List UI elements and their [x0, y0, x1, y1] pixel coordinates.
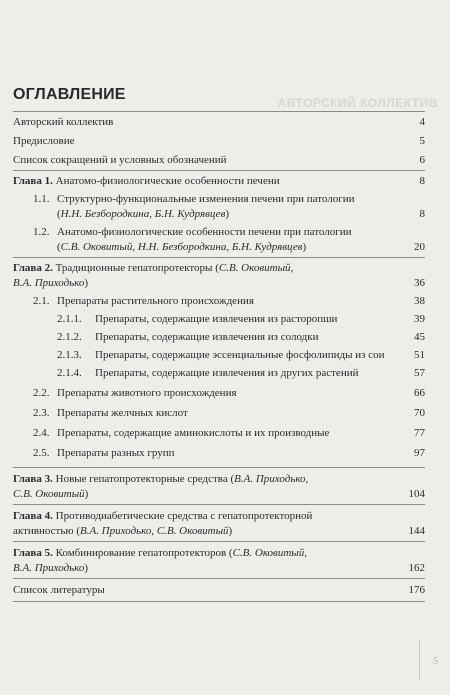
- entry-label: Традиционные гепатопротекторы: [55, 262, 213, 274]
- page-number: 57: [414, 367, 425, 379]
- page-number: 4: [419, 116, 425, 128]
- toc-entry-chapter-3[interactable]: Глава 3. Новые гепатопротекторные средства (В.А. Приходько, С.В. Оковитый) 104: [13, 473, 425, 500]
- page-number: 70: [414, 407, 425, 419]
- toc-section-chapter-4: [13, 504, 425, 541]
- page-mark: 5: [433, 656, 438, 667]
- toc-entry-authors[interactable]: [13, 115, 425, 130]
- toc-section-chapter-5: [13, 541, 425, 578]
- section-number: 2.1.: [33, 295, 50, 307]
- toc-entry-literature[interactable]: [13, 583, 425, 598]
- toc-entry-2-1-4[interactable]: [13, 366, 425, 381]
- entry-label: Анатомо-физиологические особенности печени при патологии: [57, 226, 352, 238]
- toc-entry-chapter-5[interactable]: Глава 5. Комбинирование гепатопротекторов (С.В. Оковитый, В.А. Приходько) 162: [13, 547, 425, 574]
- entry-label: Комбинирование гепатопротекторов: [55, 547, 227, 559]
- section-number: 2.2.: [33, 387, 50, 399]
- section-number: 2.4.: [33, 427, 50, 439]
- page-number: 45: [414, 331, 425, 343]
- entry-label: Список сокращений и условных обозначений: [13, 154, 227, 166]
- entry-label: Список литературы: [13, 584, 105, 596]
- page-number: 97: [414, 447, 425, 459]
- page-number: 66: [414, 387, 425, 399]
- page-number: 8: [419, 208, 425, 220]
- section-number: 2.1.1.: [57, 313, 82, 325]
- entry-authors: В.А. Приходько: [13, 277, 85, 289]
- entry-authors: В.А. Приходько: [13, 562, 85, 574]
- page-number: 6: [419, 154, 425, 166]
- entry-authors: С.В. Оковитый,: [218, 262, 294, 274]
- toc-entry-chapter-1[interactable]: [13, 174, 425, 189]
- chapter-number: Глава 3.: [13, 473, 53, 485]
- page-number: 144: [408, 525, 425, 537]
- entry-label: Препараты животного происхождения: [57, 387, 237, 399]
- toc-entry-2-4[interactable]: [13, 426, 425, 441]
- toc-entry-1-2[interactable]: 1.2. Анатомо-физиологические особенности печени при патологии (С.В. Оковитый, Н.Н. Безбородкина, Б.Н. Кудрявцев) 20: [33, 226, 425, 253]
- toc-section-front: [13, 111, 425, 170]
- entry-authors: Н.Н. Безбородкина, Б.Н. Кудрявцев: [60, 208, 226, 220]
- section-number: 2.5.: [33, 447, 50, 459]
- toc-entry-preface[interactable]: [13, 134, 425, 149]
- toc-section-chapter-3: [13, 467, 425, 504]
- toc-entry-abbreviations[interactable]: [13, 153, 425, 168]
- toc-entry-1-1[interactable]: 1.1. Структурно-функциональные изменения печени при патологии (Н.Н. Безбородкина, Б.Н. Кудрявцев) 8: [33, 193, 425, 220]
- section-number: 2.1.4.: [57, 367, 82, 379]
- entry-label: Препараты, содержащие эссенциальные фосфолипиды из сои: [95, 349, 385, 361]
- chapter-number: Глава 2.: [13, 262, 53, 274]
- entry-authors: В.А. Приходько, С.В. Оковитый: [79, 525, 229, 537]
- toc-entry-2-3[interactable]: [13, 406, 425, 421]
- entry-label: Анатомо-физиологические особенности печени: [55, 175, 280, 187]
- entry-label: Авторский коллектив: [13, 116, 114, 128]
- toc-entry-chapter-4[interactable]: Глава 4. Противодиабетические средства с гепатопротекторной активностью (В.А. Приходько, С.В. Оковитый) 144: [13, 510, 425, 537]
- page-number: 38: [414, 295, 425, 307]
- entry-label: активностью: [13, 525, 74, 537]
- toc-entry-2-1-1[interactable]: [13, 312, 425, 327]
- entry-label: Препараты, содержащие аминокислоты и их производные: [57, 427, 330, 439]
- entry-label: Предисловие: [13, 135, 75, 147]
- entry-label: Препараты, содержащие извлечения из расторопши: [95, 313, 338, 325]
- toc-entry-2-1[interactable]: [13, 294, 425, 309]
- page-number: 5: [419, 135, 425, 147]
- page-number: 162: [408, 562, 425, 574]
- toc-entry-2-2[interactable]: [13, 386, 425, 401]
- page-number: 36: [414, 277, 425, 289]
- toc-entry-chapter-2[interactable]: Глава 2. Традиционные гепатопротекторы (С.В. Оковитый, В.А. Приходько) 36: [13, 262, 425, 289]
- entry-label: Препараты разных групп: [57, 447, 175, 459]
- table-of-contents: [13, 111, 425, 602]
- section-number: 2.3.: [33, 407, 50, 419]
- page-number: 176: [408, 584, 425, 596]
- page-number: 20: [414, 241, 425, 253]
- entry-authors: С.В. Оковитый,: [232, 547, 307, 559]
- page-number: 51: [414, 349, 425, 361]
- page-number: 77: [414, 427, 425, 439]
- toc-section-chapter-1: [13, 170, 425, 257]
- toc-section-chapter-2: [13, 257, 425, 467]
- toc-entry-2-1-3[interactable]: [13, 348, 425, 363]
- entry-label: Препараты желчных кислот: [57, 407, 188, 419]
- bleed-through-text: АВТОРСКИЙ КОЛЛЕКТИВ: [277, 96, 438, 110]
- entry-authors: С.В. Оковитый: [13, 488, 85, 500]
- page-edge-line: [419, 640, 420, 680]
- entry-authors: В.А. Приходько,: [234, 473, 309, 485]
- entry-label: Препараты, содержащие извлечения из других растений: [95, 367, 359, 379]
- entry-label: Новые гепатопротекторные средства: [55, 473, 228, 485]
- section-number: 2.1.2.: [57, 331, 82, 343]
- chapter-number: Глава 5.: [13, 547, 53, 559]
- section-number: 1.2.: [33, 226, 50, 238]
- page-number: 8: [419, 175, 425, 187]
- chapter-number: Глава 4.: [13, 510, 53, 522]
- entry-label: Структурно-функциональные изменения печени при патологии: [57, 193, 355, 205]
- chapter-number: Глава 1.: [13, 175, 53, 187]
- entry-authors: С.В. Оковитый, Н.Н. Безбородкина, Б.Н. Кудрявцев: [60, 241, 303, 253]
- section-number: 2.1.3.: [57, 349, 82, 361]
- toc-entry-2-5[interactable]: [13, 446, 425, 461]
- entry-label: Препараты, содержащие извлечения из солодки: [95, 331, 319, 343]
- page-title: ОГЛАВЛЕНИЕ: [13, 86, 126, 103]
- toc-section-literature: [13, 578, 425, 602]
- entry-label: Противодиабетические средства с гепатопротекторной: [55, 510, 313, 522]
- page-number: 104: [408, 488, 425, 500]
- page-number: 39: [414, 313, 425, 325]
- toc-entry-2-1-2[interactable]: [13, 330, 425, 345]
- entry-label: Препараты растительного происхождения: [57, 295, 254, 307]
- section-number: 1.1.: [33, 193, 50, 205]
